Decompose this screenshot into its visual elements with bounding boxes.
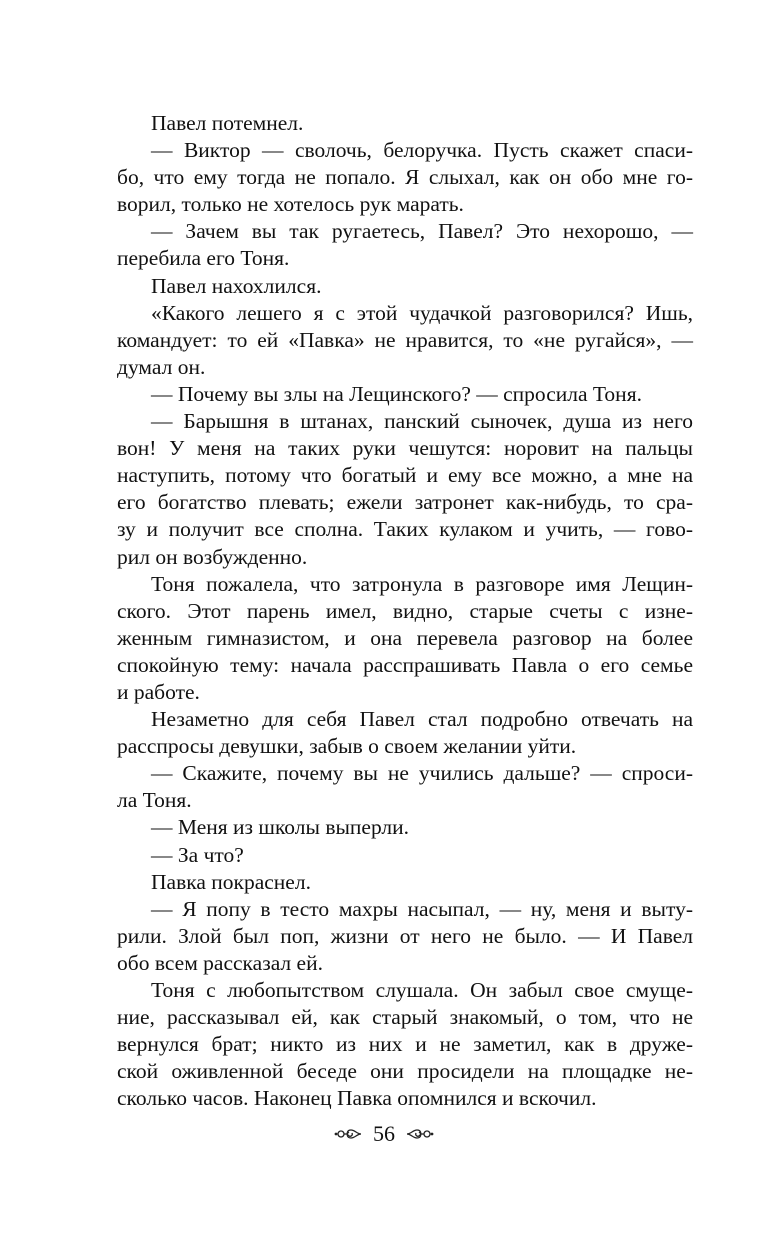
text-line: обо всем рассказал ей. [117, 950, 323, 975]
text-line: Павел нахохлился. [151, 273, 322, 298]
text-line: перебила его Тоня. [117, 246, 290, 271]
text-line: вон! У меня на таких руки чешутся: норовит на пальцы [117, 436, 693, 461]
text-line: рили. Злой был поп, жизни от него не было. — И Павел [117, 923, 693, 948]
left-ornament-icon [333, 1126, 363, 1142]
text-line: командует: то ей «Павка» не нравится, то «не ругайся», — [117, 327, 693, 352]
text-line: — Почему вы злы на Лещинского? — спросила Тоня. [151, 381, 642, 406]
page-footer [0, 1121, 768, 1147]
text-line: Тоня пожалела, что затронула в разговоре имя Лещин- [151, 571, 693, 596]
text-line: — Виктор — сволочь, белоручка. Пусть скажет спаси- [151, 138, 693, 163]
text-line: Павел потемнел. [151, 111, 304, 135]
text-line: ние, рассказывал ей, как старый знакомый, о том, что не [117, 1005, 693, 1030]
text-line: — Скажите, почему вы не учились дальше? — спроси- [151, 761, 693, 786]
text-line: Тоня с любопытством слушала. Он забыл свое смуще- [151, 978, 693, 1002]
text-line: спокойную тему: начала расспрашивать Павла о его семье [117, 652, 693, 677]
text-line: — Меня из школы выперли. [151, 815, 410, 840]
text-line: Павка покраснел. [151, 869, 311, 894]
text-line: — За что? [151, 842, 244, 867]
text-line: «Какого лешего я с этой чудачкой разговорился? Ишь, [151, 300, 693, 325]
text-line: бо, что ему тогда не попало. Я слыхал, как он обо мне го- [117, 165, 693, 190]
text-line: — Барышня в штанах, панский сыночек, душа из него [151, 409, 693, 434]
text-line: рил он возбужденно. [117, 544, 308, 569]
text-line: его богатство плевать; ежели затронет как-нибудь, то сра- [117, 490, 693, 515]
text-line: женным гимназистом, и она перевела разговор на более [117, 625, 693, 650]
text-line: сколько часов. Наконец Павка опомнился и вскочил. [117, 1086, 597, 1111]
text-line: наступить, потому что богатый и ему все можно, а мне на [117, 463, 693, 488]
right-ornament-icon [405, 1126, 435, 1142]
text-line: Незаметно для себя Павел стал подробно отвечать на [151, 707, 693, 732]
book-page-text [117, 110, 693, 1112]
text-line: — Я попу в тесто махры насыпал, — ну, меня и выту- [151, 896, 693, 921]
text-line: ворил, только не хотелось рук марать. [117, 192, 464, 217]
text-line: ла Тоня. [117, 788, 192, 813]
text-line: — Зачем вы так ругаетесь, Павел? Это нехорошо, — [151, 219, 693, 244]
page-number: 56 [373, 1121, 395, 1146]
text-line: вернулся брат; никто из них и не заметил, как в друже- [117, 1032, 693, 1057]
text-line: ской оживленной беседе они просидели на площадке не- [117, 1059, 693, 1084]
text-line: и работе. [117, 679, 200, 704]
text-line: расспросы девушки, забыв о своем желании уйти. [117, 734, 577, 759]
text-line: думал он. [117, 354, 206, 379]
text-line: зу и получит все сполна. Таких кулаком и учить, — гово- [117, 517, 693, 542]
text-line: ского. Этот парень имел, видно, старые счеты с изне- [117, 598, 693, 623]
